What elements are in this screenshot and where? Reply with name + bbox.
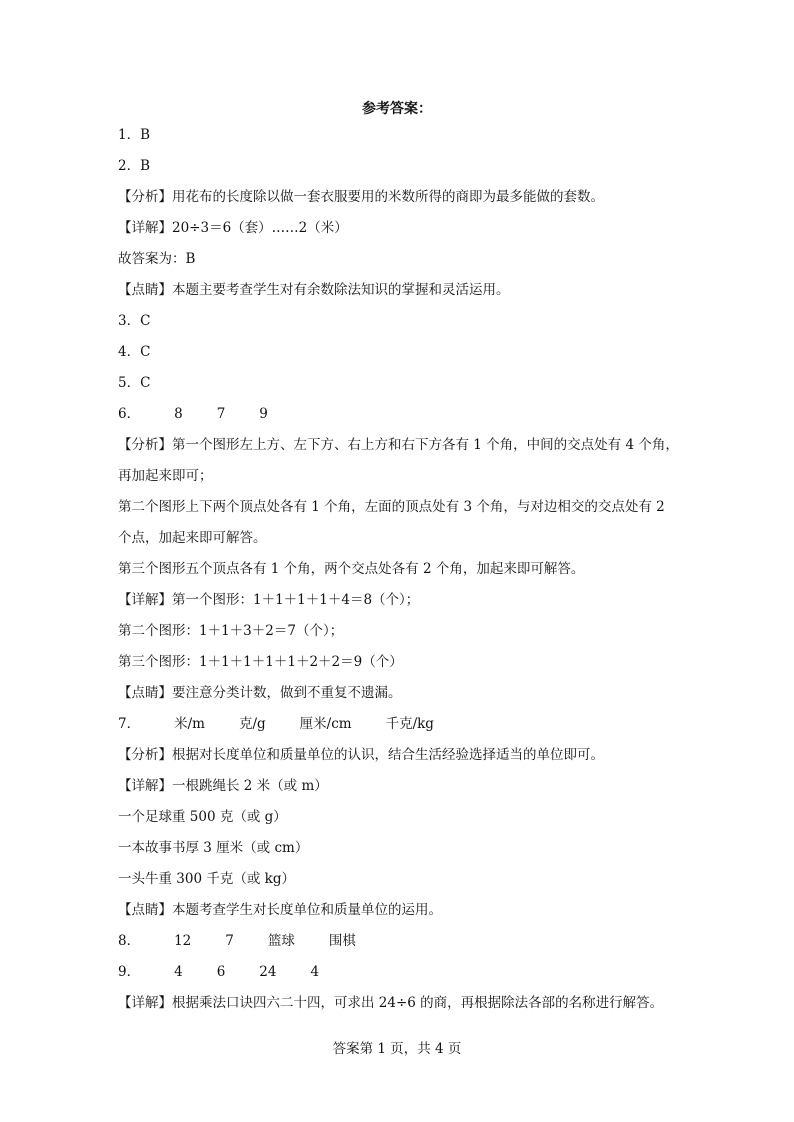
answer-line bbox=[118, 926, 678, 957]
answer-text: 再加起来即可； bbox=[118, 468, 213, 484]
answer-blank-value: 9 bbox=[259, 406, 268, 422]
answer-text: 【详解】第一个图形：1＋1＋1＋1＋4＝8（个）； bbox=[118, 592, 420, 608]
answer-blank-value: 7 bbox=[216, 406, 226, 422]
answer-line bbox=[118, 988, 678, 1019]
answer-blank-value: 厘米/cm bbox=[299, 716, 352, 732]
answer-line bbox=[118, 244, 678, 275]
answer-text: 【分析】根据对长度单位和质量单位的认识，结合生活经验选择适当的单位即可。 bbox=[118, 747, 604, 763]
answer-text: 【详解】一根跳绳长 2 米（或 m） bbox=[118, 778, 328, 794]
answer-text: 第二个图形：1＋1＋3＋2＝7（个）； bbox=[118, 623, 344, 639]
answer-line bbox=[118, 492, 678, 523]
answer-text: 第二个图形上下两个顶点处各有 1 个角，左面的顶点处有 3 个角，与对边相交的交点处有 2 bbox=[118, 499, 665, 515]
answer-blank-value: 12 bbox=[174, 933, 192, 949]
answer-text: 【详解】根据乘法口诀四六二十四，可求出 24÷6 的商，再根据除法各部的名称进行解答。 bbox=[118, 995, 664, 1011]
answer-line bbox=[118, 771, 678, 802]
answer-line bbox=[118, 864, 678, 895]
answer-text: 9． bbox=[118, 964, 141, 980]
answer-text: 3．C bbox=[118, 313, 151, 329]
answer-blank-value: 4 bbox=[310, 964, 320, 980]
answer-text: 【分析】第一个图形左上方、左下方、右上方和右下方各有 1 个角，中间的交点处有 4 个角， bbox=[118, 437, 679, 453]
answer-text: 【点睛】本题主要考查学生对有余数除法知识的掌握和灵活运用。 bbox=[118, 282, 510, 298]
answer-line bbox=[118, 802, 678, 833]
answer-text: 1．B bbox=[118, 127, 151, 143]
answer-text: 【分析】用花布的长度除以做一套衣服要用的米数所得的商即为最多能做的套数。 bbox=[118, 189, 604, 205]
answer-line bbox=[118, 120, 678, 151]
answer-blank-value: 篮球 bbox=[267, 933, 295, 949]
page-title: 参考答案： bbox=[362, 101, 432, 117]
answer-blank-value: 8 bbox=[174, 406, 183, 422]
answer-line bbox=[118, 368, 678, 399]
answer-text: 【点睛】要注意分类计数，做到不重复不遗漏。 bbox=[118, 685, 402, 701]
answer-line bbox=[118, 430, 678, 461]
answer-line bbox=[118, 461, 678, 492]
answer-line bbox=[118, 554, 678, 585]
answer-line bbox=[118, 182, 678, 213]
answer-text: 故答案为：B bbox=[118, 251, 196, 267]
answer-text: 第三个图形：1＋1＋1＋1＋1＋2＋2＝9（个） bbox=[118, 654, 403, 670]
answer-lines bbox=[118, 120, 678, 1019]
answer-text: 第三个图形五个顶点各有 1 个角，两个交点处各有 2 个角，加起来即可解答。 bbox=[118, 561, 585, 577]
answer-line bbox=[118, 678, 678, 709]
answer-blank-value: 千克/kg bbox=[385, 716, 434, 732]
answer-line bbox=[118, 709, 678, 740]
answer-blank-value: 克/g bbox=[238, 716, 266, 732]
answer-blank-value: 米/m bbox=[174, 716, 205, 732]
answer-line bbox=[118, 957, 678, 988]
answer-text: 2．B bbox=[118, 158, 151, 174]
answer-text: 一头牛重 300 千克（或 kg） bbox=[118, 871, 295, 887]
answer-line bbox=[118, 337, 678, 368]
answer-line bbox=[118, 306, 678, 337]
answer-text: 一本故事书厚 3 厘米（或 cm） bbox=[118, 840, 309, 856]
page-footer: 答案第 1 页，共 4 页 bbox=[332, 1041, 462, 1057]
answer-line bbox=[118, 895, 678, 926]
answer-text: 个点，加起来即可解答。 bbox=[118, 530, 267, 546]
answer-text: 一个足球重 500 克（或 g） bbox=[118, 809, 287, 825]
answer-text: 6． bbox=[118, 406, 141, 422]
answer-text: 【详解】20÷3＝6（套）……2（米） bbox=[118, 220, 348, 236]
answer-blank-value: 4 bbox=[174, 964, 183, 980]
answer-line bbox=[118, 833, 678, 864]
answer-line bbox=[118, 616, 678, 647]
answer-line bbox=[118, 275, 678, 306]
answer-line bbox=[118, 647, 678, 678]
answer-line bbox=[118, 213, 678, 244]
answer-text: 4．C bbox=[118, 344, 151, 360]
answer-line bbox=[118, 523, 678, 554]
answer-line bbox=[118, 740, 678, 771]
answer-blank-value: 24 bbox=[259, 964, 277, 980]
answer-text: 【点睛】本题考查学生对长度单位和质量单位的运用。 bbox=[118, 902, 442, 918]
answer-line bbox=[118, 585, 678, 616]
answer-text: 8． bbox=[118, 933, 141, 949]
answer-line bbox=[118, 151, 678, 182]
answer-blank-value: 围棋 bbox=[328, 933, 356, 949]
answer-blank-value: 6 bbox=[216, 964, 226, 980]
answer-line bbox=[118, 399, 678, 430]
answer-blank-value: 7 bbox=[225, 933, 234, 949]
answer-text: 5．C bbox=[118, 375, 151, 391]
answer-text: 7． bbox=[118, 716, 141, 732]
